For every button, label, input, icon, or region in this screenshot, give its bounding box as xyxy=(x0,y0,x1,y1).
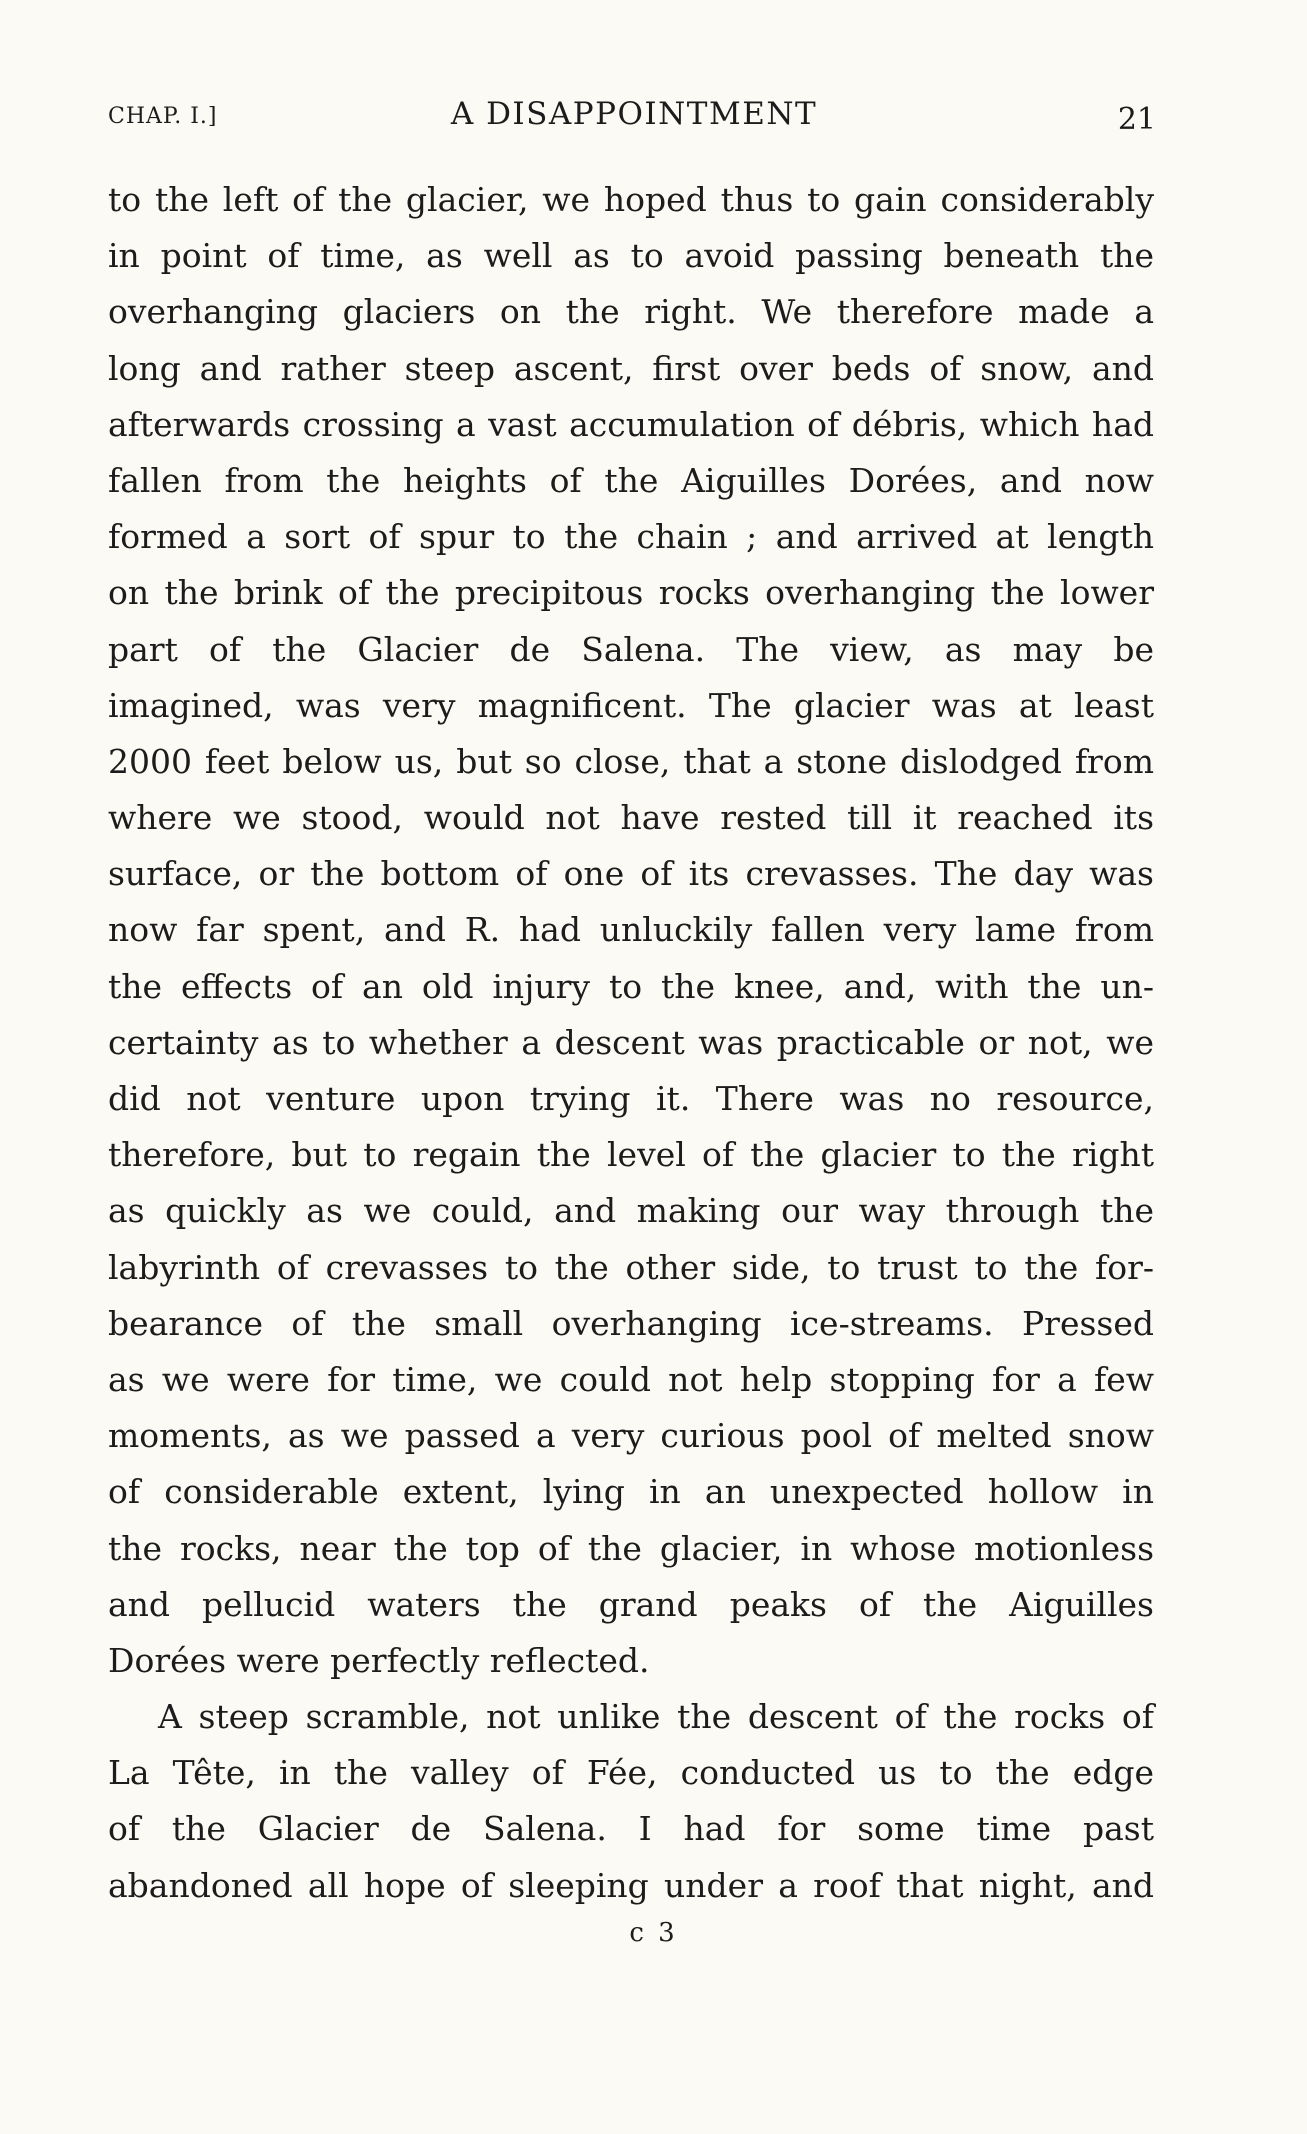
paragraph-start-line: A steep scramble, not unlike the descent of the rocks of xyxy=(158,1697,1154,1737)
text-line: now far spent, and R. had unluckily fallen very lame from xyxy=(108,910,1154,950)
text-line: on the brink of the precipitous rocks overhanging the lower xyxy=(108,573,1154,613)
text-line: therefore, but to regain the level of the glacier to the right xyxy=(108,1135,1154,1175)
text-line: La Tête, in the valley of Fée, conducted us to the edge xyxy=(108,1753,1154,1793)
text-line: part of the Glacier de Salena. The view, as may be xyxy=(108,629,1154,669)
text-line: bearance of the small overhanging ice-streams. Pressed xyxy=(108,1303,1154,1343)
text-line: formed a sort of spur to the chain ; and arrived at length xyxy=(108,517,1154,557)
running-head xyxy=(108,96,1160,136)
text-line: 2000 feet below us, but so close, that a stone dislodged from xyxy=(108,741,1154,781)
text-line: the rocks, near the top of the glacier, in whose motionless xyxy=(108,1528,1154,1568)
body-text xyxy=(108,172,1154,1914)
text-line: abandoned all hope of sleeping under a roof that night, and xyxy=(108,1865,1154,1905)
text-line: long and rather steep ascent, first over beds of snow, and xyxy=(108,348,1154,388)
text-line: and pellucid waters the grand peaks of the Aiguilles xyxy=(108,1584,1154,1624)
signature-mark: c 3 xyxy=(629,1918,678,1948)
page-title: A DISAPPOINTMENT xyxy=(450,96,818,132)
text-line: as quickly as we could, and making our way through the xyxy=(108,1191,1154,1231)
text-line: overhanging glaciers on the right. We therefore made a xyxy=(108,292,1154,332)
text-line: surface, or the bottom of one of its crevasses. The day was xyxy=(108,854,1154,894)
text-line: where we stood, would not have rested till it reached its xyxy=(108,798,1154,838)
text-line: afterwards crossing a vast accumulation of débris, which had xyxy=(108,404,1154,444)
text-line: as we were for time, we could not help stopping for a few xyxy=(108,1359,1154,1399)
text-line: certainty as to whether a descent was practicable or not, we xyxy=(108,1022,1154,1062)
text-line: labyrinth of crevasses to the other side, to trust to the for- xyxy=(108,1247,1154,1287)
text-line: did not venture upon trying it. There was no resource, xyxy=(108,1079,1154,1118)
text-line: of considerable extent, lying in an unexpected hollow in xyxy=(108,1472,1154,1512)
paragraph-end-line: Dorées were perfectly reflected. xyxy=(108,1640,650,1680)
text-line: of the Glacier de Salena. I had for some time past xyxy=(108,1809,1154,1849)
text-line: in point of time, as well as to avoid passing beneath the xyxy=(108,236,1154,276)
text-line: the effects of an old injury to the knee, and, with the un- xyxy=(108,966,1154,1006)
text-line: to the left of the glacier, we hoped thus to gain considerably xyxy=(108,180,1154,219)
text-line: moments, as we passed a very curious pool of melted snow xyxy=(108,1416,1154,1456)
text-line: fallen from the heights of the Aiguilles Dorées, and now xyxy=(108,460,1154,500)
chapter-marker: CHAP. I.] xyxy=(108,104,218,129)
page-number: 21 xyxy=(1117,102,1156,137)
text-line: imagined, was very magnificent. The glacier was at least xyxy=(108,685,1154,725)
